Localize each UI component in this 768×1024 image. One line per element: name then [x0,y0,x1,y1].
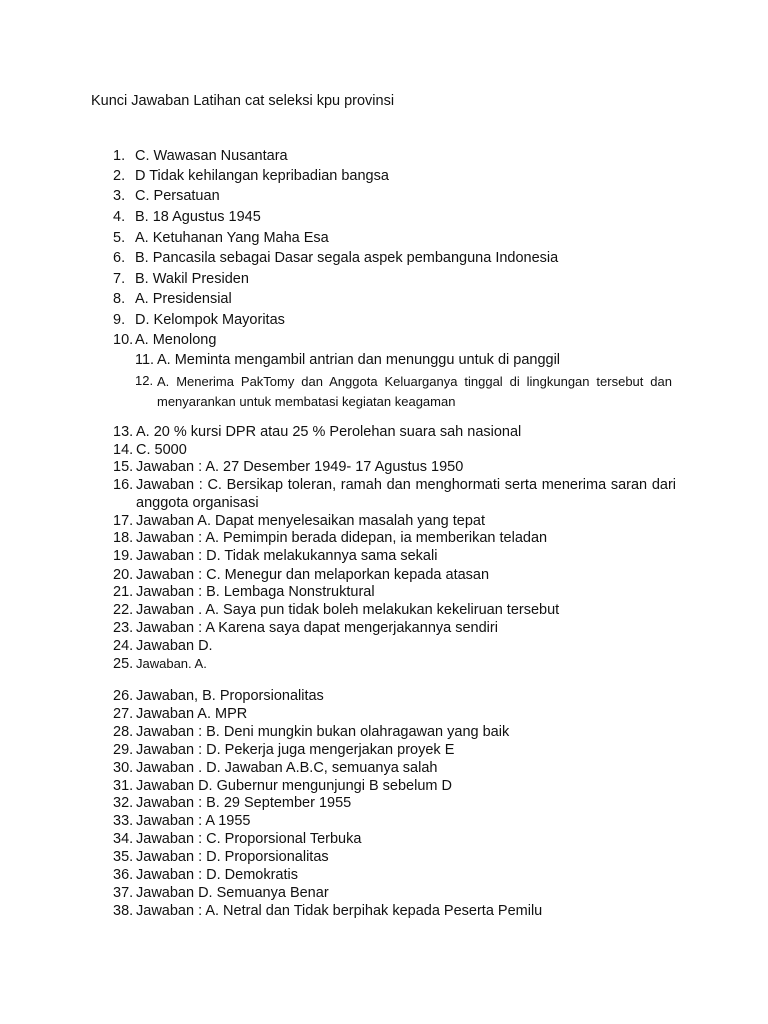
item-number: 11. [135,352,155,368]
item-text: Jawaban A. Dapat menyelesaikan masalah yang tepat [136,513,486,529]
item-number: 1. [113,148,126,164]
item-number: 5. [113,230,126,246]
item-number: 4. [113,209,126,225]
item-text: Jawaban : C. Bersikap toleran, ramah dan menghormati serta menerima saran dari anggota organisasi [136,477,676,511]
item-number: 25. [113,656,134,672]
item-text: Jawaban : D. Tidak melakukannya sama sekali [136,548,438,564]
item-text: Jawaban D. Semuanya Benar [136,885,329,901]
item-number: 29. [113,742,134,758]
item-number: 16. [113,477,134,493]
item-number: 6. [113,250,126,266]
item-number: 3. [113,188,126,204]
item-number: 26. [113,688,134,704]
item-text: Jawaban : A. Pemimpin berada didepan, ia memberikan teladan [136,530,548,546]
item-text: A. Ketuhanan Yang Maha Esa [135,230,329,246]
item-text: Jawaban : B. Deni mungkin bukan olahragawan yang baik [136,724,510,740]
item-text: Jawaban : A. Netral dan Tidak berpihak kepada Peserta Pemilu [136,903,543,919]
item-number: 38. [113,903,134,919]
item-number: 33. [113,813,134,829]
item-number: 24. [113,638,134,654]
item-number: 32. [113,795,134,811]
item-text: Jawaban : C. Proporsional Terbuka [136,831,362,847]
item-text: B. Wakil Presiden [135,271,249,287]
item-number: 22. [113,602,134,618]
item-text: B. Pancasila sebagai Dasar segala aspek pembanguna Indonesia [135,250,559,266]
item-number: 28. [113,724,134,740]
item-text: Jawaban : B. 29 September 1955 [136,795,352,811]
item-text: Jawaban A. MPR [136,706,248,722]
item-number: 15. [113,459,134,475]
item-number: 30. [113,760,134,776]
item-number: 7. [113,271,126,287]
item-text: A. Menerima PakTomy dan Anggota Keluarganya tinggal di lingkungan tersebut dan menyarankan untuk membatasi kegiatan keagaman [157,374,672,409]
item-text: A. Menolong [135,332,217,348]
item-text: Jawaban : C. Menegur dan melaporkan kepada atasan [136,567,490,583]
page-title: Kunci Jawaban Latihan cat seleksi kpu provinsi [91,93,395,109]
item-text: A. Presidensial [135,291,232,307]
item-text: C. 5000 [136,442,187,458]
item-text: C. Persatuan [135,188,220,204]
item-number: 27. [113,706,134,722]
item-text: Jawaban. A. [136,656,207,671]
item-text: A. 20 % kursi DPR atau 25 % Perolehan suara sah nasional [136,424,522,440]
item-number: 34. [113,831,134,847]
item-number: 8. [113,291,126,307]
item-number: 23. [113,620,134,636]
item-text: Jawaban, B. Proporsionalitas [136,688,324,704]
item-number: 10. [113,332,134,348]
item-number: 36. [113,867,134,883]
item-number: 14. [113,442,134,458]
item-number: 37. [113,885,134,901]
item-number: 13. [113,424,134,440]
item-number: 9. [113,312,126,328]
item-text: Jawaban . A. Saya pun tidak boleh melakukan kekeliruan tersebut [136,602,560,618]
item-text: D Tidak kehilangan kepribadian bangsa [135,168,389,184]
item-text: B. 18 Agustus 1945 [135,209,261,225]
item-number: 12. [135,373,154,388]
item-number: 18. [113,530,134,546]
item-text: C. Wawasan Nusantara [135,148,288,164]
item-text: Jawaban : B. Lembaga Nonstruktural [136,584,375,600]
item-number: 19. [113,548,134,564]
item-text: Jawaban D. [136,638,213,654]
item-number: 35. [113,849,134,865]
item-text: Jawaban : D. Demokratis [136,867,298,883]
item-text: A. Meminta mengambil antrian dan menunggu untuk di panggil [157,352,561,368]
item-text: Jawaban : A 1955 [136,813,251,829]
item-text: D. Kelompok Mayoritas [135,312,285,328]
item-text: Jawaban : A Karena saya dapat mengerjakannya sendiri [136,620,498,636]
item-number: 2. [113,168,126,184]
item-number: 20. [113,567,134,583]
item-text: Jawaban : D. Pekerja juga mengerjakan proyek E [136,742,455,758]
item-number: 17. [113,513,134,529]
item-text: Jawaban : D. Proporsionalitas [136,849,329,865]
item-number: 21. [113,584,134,600]
item-number: 31. [113,778,134,794]
item-text: Jawaban . D. Jawaban A.B.C, semuanya salah [136,760,438,776]
item-text: Jawaban : A. 27 Desember 1949- 17 Agustus 1950 [136,459,464,475]
item-text: Jawaban D. Gubernur mengunjungi B sebelum D [136,778,452,794]
